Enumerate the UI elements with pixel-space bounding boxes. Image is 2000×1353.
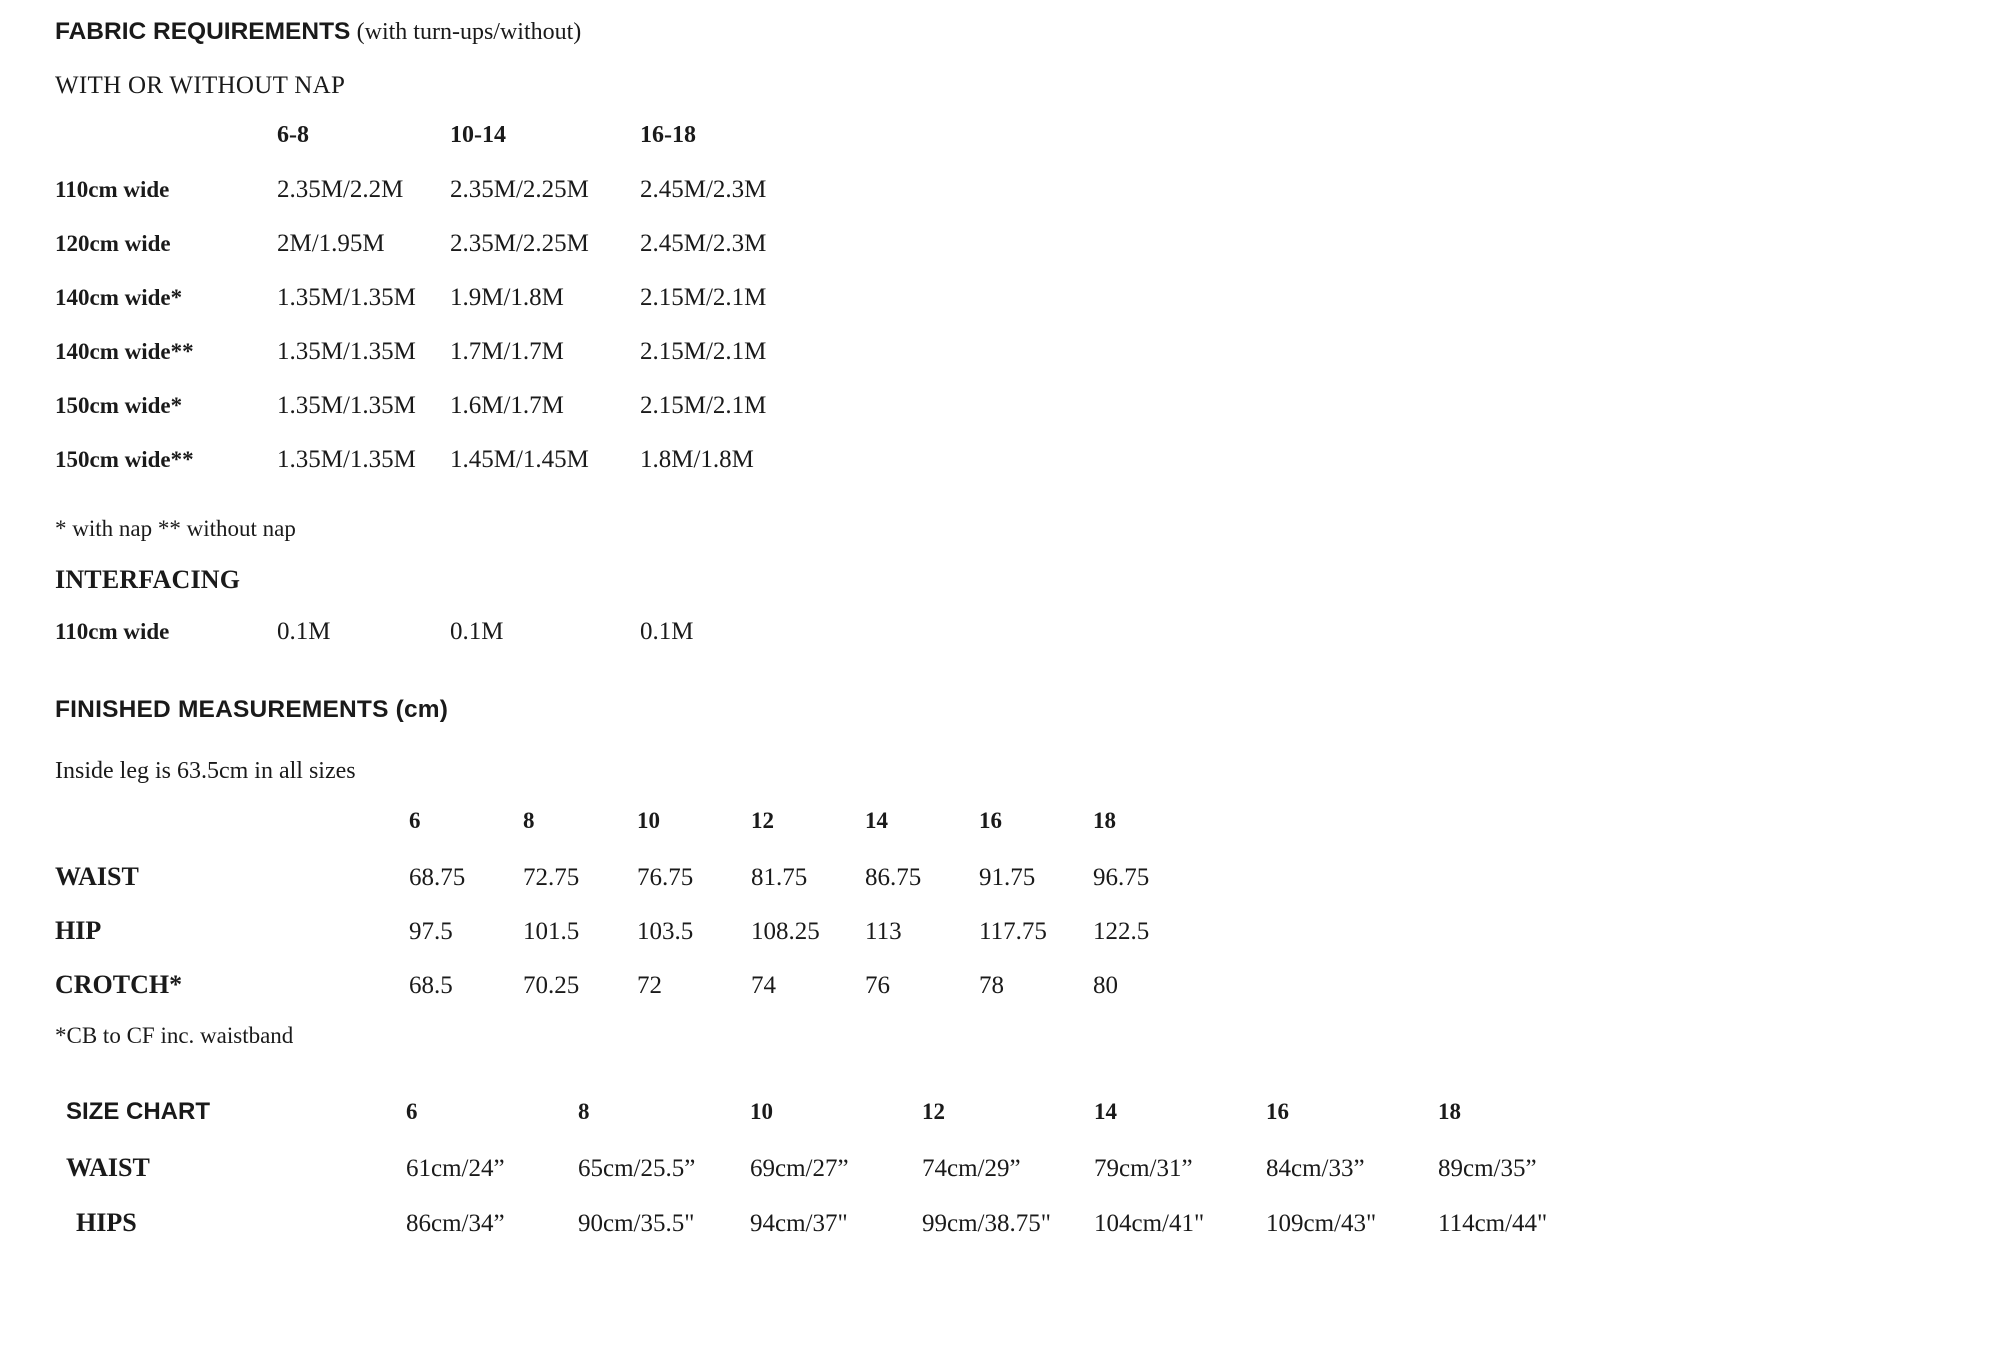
finished-col-header: 16 — [979, 808, 1002, 833]
row-label: 110cm wide — [55, 619, 170, 644]
cell-value: 80 — [1093, 972, 1118, 999]
cell-value: 0.1M — [640, 618, 694, 645]
cell-value: 97.5 — [409, 918, 453, 945]
fabric-col-header: 10-14 — [450, 122, 506, 148]
cell-value: 114cm/44" — [1438, 1210, 1548, 1237]
cell-value: 65cm/25.5” — [578, 1155, 696, 1182]
cell-value: 79cm/31” — [1094, 1155, 1193, 1182]
table-row — [55, 916, 1207, 970]
row-label: 140cm wide** — [55, 339, 194, 364]
size-col-header: 12 — [922, 1099, 945, 1124]
cell-value: 1.35M/1.35M — [277, 338, 416, 365]
inside-leg-note: Inside leg is 63.5cm in all sizes — [55, 758, 356, 784]
finished-col-header: 18 — [1093, 808, 1116, 833]
cell-value: 1.9M/1.8M — [450, 284, 564, 311]
cell-value: 86cm/34” — [406, 1210, 505, 1237]
cell-value: 1.35M/1.35M — [277, 284, 416, 311]
table-row — [55, 446, 766, 500]
finished-col-header: 8 — [523, 808, 535, 833]
cell-value: 70.25 — [523, 972, 580, 999]
cell-value: 2M/1.95M — [277, 230, 385, 257]
nap-footnote: * with nap ** without nap — [55, 516, 296, 541]
cell-value: 91.75 — [979, 864, 1036, 891]
cell-value: 1.7M/1.7M — [450, 338, 564, 365]
table-header-row — [66, 1098, 1610, 1153]
cell-value: 1.6M/1.7M — [450, 392, 564, 419]
table-header-row — [55, 122, 766, 176]
cell-value: 76 — [865, 972, 890, 999]
crotch-footnote: *CB to CF inc. waistband — [55, 1023, 294, 1048]
fabric-col-header: 16-18 — [640, 122, 696, 148]
table-row — [55, 970, 1207, 1024]
row-label: 110cm wide — [55, 177, 170, 202]
cell-value: 81.75 — [751, 864, 808, 891]
cell-value: 68.5 — [409, 972, 453, 999]
cell-value: 99cm/38.75" — [922, 1210, 1051, 1237]
cell-value: 113 — [865, 918, 902, 945]
nap-line: WITH OR WITHOUT NAP — [55, 72, 346, 99]
finished-col-header: 14 — [865, 808, 888, 833]
fabric-requirements-title: FABRIC REQUIREMENTS — [55, 18, 351, 45]
cell-value: 2.15M/2.1M — [640, 392, 767, 419]
row-label: WAIST — [66, 1153, 150, 1182]
cell-value: 90cm/35.5" — [578, 1210, 695, 1237]
cell-value: 109cm/43" — [1266, 1210, 1377, 1237]
row-label: WAIST — [55, 862, 139, 891]
cell-value: 122.5 — [1093, 918, 1150, 945]
cell-value: 2.15M/2.1M — [640, 338, 767, 365]
size-col-header: 8 — [578, 1099, 590, 1124]
size-col-header: 18 — [1438, 1099, 1461, 1124]
cell-value: 2.45M/2.3M — [640, 176, 767, 203]
finished-corner-cell — [55, 808, 409, 862]
cell-value: 94cm/37" — [750, 1210, 848, 1237]
size-col-header: 10 — [750, 1099, 773, 1124]
cell-value: 1.35M/1.35M — [277, 446, 416, 473]
finished-measurements-table — [55, 808, 1207, 1024]
size-col-header: 6 — [406, 1099, 418, 1124]
fabric-col-header: 6-8 — [277, 122, 309, 148]
cell-value: 86.75 — [865, 864, 922, 891]
cell-value: 76.75 — [637, 864, 694, 891]
cell-value: 74cm/29” — [922, 1155, 1021, 1182]
table-row — [55, 618, 693, 658]
table-row — [55, 338, 766, 392]
table-row — [55, 862, 1207, 916]
cell-value: 1.8M/1.8M — [640, 446, 754, 473]
size-chart-table — [66, 1098, 1610, 1263]
cell-value: 108.25 — [751, 918, 820, 945]
finished-col-header: 6 — [409, 808, 421, 833]
cell-value: 2.15M/2.1M — [640, 284, 767, 311]
cell-value: 84cm/33” — [1266, 1155, 1365, 1182]
row-label: 150cm wide* — [55, 393, 183, 418]
table-row — [66, 1153, 1610, 1208]
cell-value: 2.35M/2.25M — [450, 176, 589, 203]
fabric-requirements-table — [55, 122, 766, 500]
cell-value: 1.45M/1.45M — [450, 446, 589, 473]
finished-measurements-heading: FINISHED MEASUREMENTS (cm) — [55, 696, 449, 723]
cell-value: 2.35M/2.2M — [277, 176, 404, 203]
table-header-row — [55, 808, 1207, 862]
cell-value: 61cm/24” — [406, 1155, 505, 1182]
cell-value: 2.35M/2.25M — [450, 230, 589, 257]
finished-col-header: 10 — [637, 808, 660, 833]
size-col-header: 16 — [1266, 1099, 1289, 1124]
row-label: 150cm wide** — [55, 447, 194, 472]
cell-value: 2.45M/2.3M — [640, 230, 767, 257]
fabric-requirements-heading — [55, 18, 581, 46]
cell-value: 89cm/35” — [1438, 1155, 1537, 1182]
size-col-header: 14 — [1094, 1099, 1117, 1124]
cell-value: 72.75 — [523, 864, 580, 891]
table-row — [55, 230, 766, 284]
cell-value: 101.5 — [523, 918, 580, 945]
interfacing-table — [55, 618, 693, 658]
cell-value: 72 — [637, 972, 662, 999]
row-label: HIP — [55, 916, 102, 945]
table-row — [55, 284, 766, 338]
cell-value: 1.35M/1.35M — [277, 392, 416, 419]
row-label: 120cm wide — [55, 231, 171, 256]
cell-value: 78 — [979, 972, 1004, 999]
cell-value: 0.1M — [450, 618, 504, 645]
cell-value: 69cm/27” — [750, 1155, 849, 1182]
cell-value: 103.5 — [637, 918, 694, 945]
cell-value: 0.1M — [277, 618, 331, 645]
cell-value: 117.75 — [979, 918, 1047, 945]
table-row — [66, 1208, 1610, 1263]
cell-value: 96.75 — [1093, 864, 1150, 891]
cell-value: 68.75 — [409, 864, 466, 891]
cell-value: 74 — [751, 972, 776, 999]
row-label: HIPS — [76, 1208, 137, 1237]
fabric-corner-cell — [55, 122, 277, 176]
cell-value: 104cm/41" — [1094, 1210, 1205, 1237]
row-label: CROTCH* — [55, 970, 183, 999]
table-row — [55, 176, 766, 230]
row-label: 140cm wide* — [55, 285, 183, 310]
size-chart-title: SIZE CHART — [66, 1098, 210, 1125]
interfacing-heading: INTERFACING — [55, 565, 241, 594]
finished-col-header: 12 — [751, 808, 774, 833]
fabric-requirements-subtitle: (with turn-ups/without) — [356, 19, 582, 45]
table-row — [55, 392, 766, 446]
